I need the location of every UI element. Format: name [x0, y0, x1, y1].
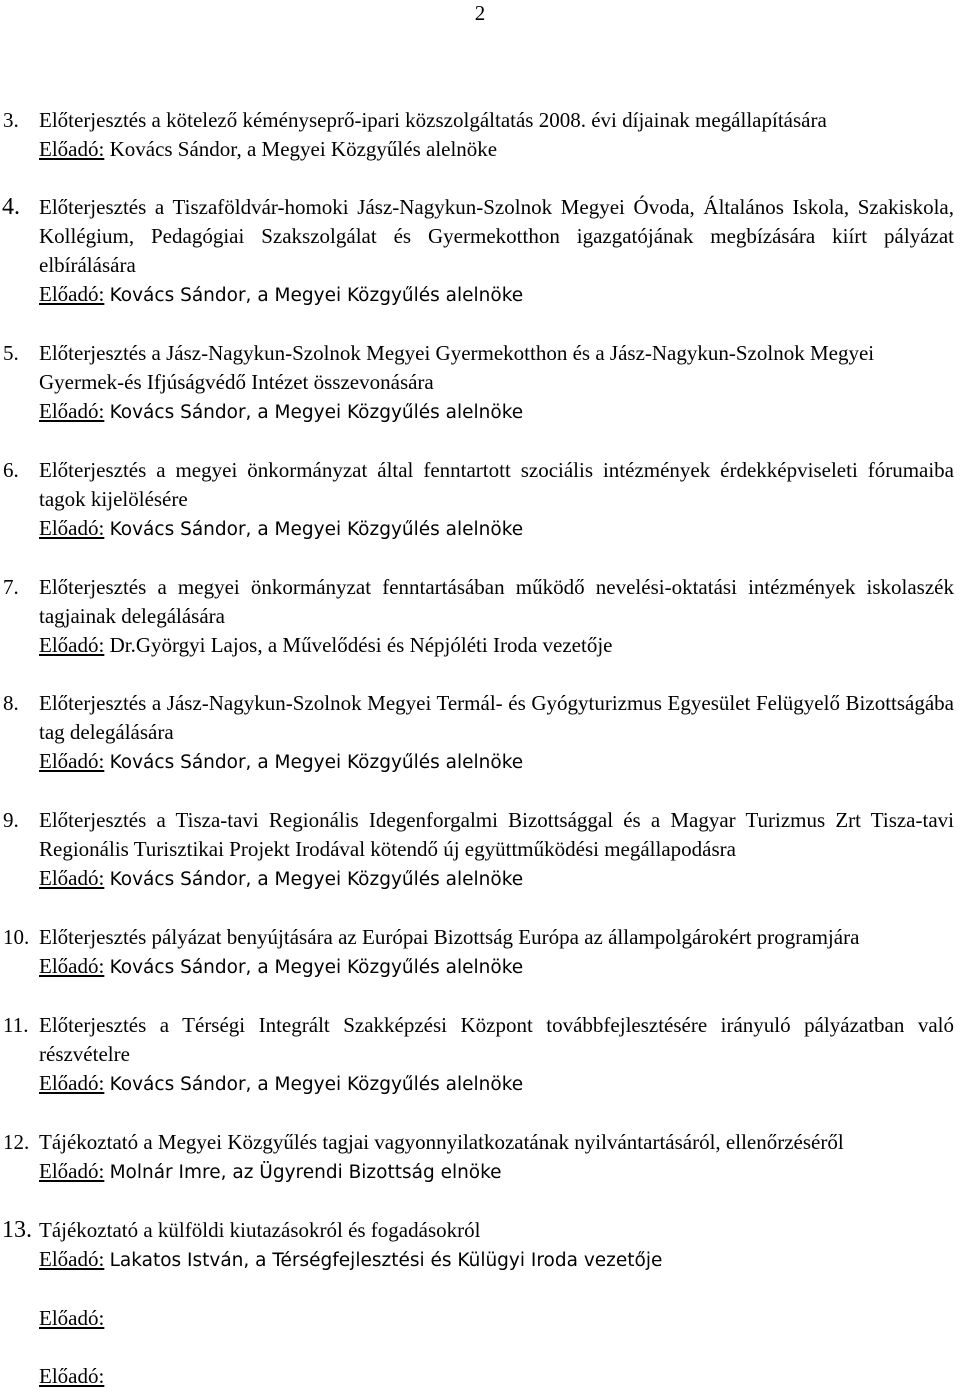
item-title: Előterjesztés a Jász-Nagykun-Szolnok Megyei Gyermekotthon és a Jász-Nagykun-Szolnok Megyei Gyermek-és Ifjúságvédő Intézet összevonására [39, 341, 875, 394]
presenter-label: Előadó: [39, 633, 105, 657]
item-presenter [39, 952, 954, 982]
presenter-name: Molnár Imre, az Ügyrendi Bizottság elnöke [109, 1162, 502, 1183]
agenda-item [0, 1304, 960, 1333]
item-presenter [39, 1157, 954, 1187]
agenda-item [0, 106, 960, 164]
item-number: 3. [3, 108, 19, 132]
presenter-label: Előadó: [39, 399, 105, 423]
item-number: 6. [3, 458, 19, 482]
presenter-label: Előadó: [39, 954, 105, 978]
presenter-name: Kovács Sándor, a Megyei Közgyűlés alelnöke [109, 402, 524, 423]
item-number: 8. [3, 691, 19, 715]
presenter-name: Kovács Sándor, a Megyei Közgyűlés alelnöke [109, 752, 524, 773]
page-number: 2 [474, 1, 486, 25]
presenter-label: Előadó: [39, 749, 105, 773]
agenda-item [0, 456, 960, 544]
item-number: 12. [3, 1130, 30, 1154]
item-title: Előterjesztés a Térségi Integrált Szakképzési Központ továbbfejlesztésére irányuló pályázatban való részvételre [39, 1013, 954, 1066]
item-presenter [39, 747, 954, 777]
item-presenter [39, 280, 954, 310]
presenter-name: Dr.Györgyi Lajos, a Művelődési és Népjóléti Iroda vezetője [109, 633, 613, 657]
agenda-item [0, 689, 960, 777]
item-presenter [39, 397, 954, 427]
item-title: Tájékoztató a külföldi kiutazásokról és fogadásokról [39, 1218, 481, 1242]
presenter-label: Előadó: [39, 1306, 105, 1330]
agenda-item [0, 806, 960, 894]
presenter-name: Lakatos István, a Térségfejlesztési és Külügyi Iroda vezetője [109, 1250, 663, 1271]
item-title: Tájékoztató a Megyei Közgyűlés tagjai vagyonnyilatkozatának nyilvántartásáról, ellenőrzéséről [39, 1130, 844, 1154]
presenter-name: Kovács Sándor, a Megyei Közgyűlés alelnöke [109, 1074, 524, 1095]
item-number: 5. [3, 341, 19, 365]
presenter-label: Előadó: [39, 1247, 105, 1271]
item-presenter [39, 631, 954, 660]
item-title: Előterjesztés a Jász-Nagykun-Szolnok Megyei Termál- és Gyógyturizmus Egyesület Felügyelő Bizottságába tag delegálására [39, 691, 954, 744]
item-number: 4. [2, 194, 20, 220]
item-number: 7. [3, 575, 19, 599]
item-presenter [39, 135, 954, 164]
agenda-item [0, 1216, 960, 1275]
presenter-label: Előadó: [39, 866, 105, 890]
item-title: Előterjesztés a Tisza-tavi Regionális Idegenforgalmi Bizottsággal és a Magyar Turizmus Zrt Tisza-tavi Regionális Turisztikai Projekt Irodával kötendő új együttműködési megállapodásra [39, 808, 954, 861]
presenter-label: Előadó: [39, 1364, 105, 1388]
item-presenter [39, 1362, 954, 1391]
item-title: Előterjesztés a megyei önkormányzat fenntartásában működő nevelési-oktatási intézmények iskolaszék tagjainak delegálására [39, 575, 954, 628]
item-title: Előterjesztés pályázat benyújtására az Európai Bizottság Európa az állampolgárokért programjára [39, 925, 860, 949]
item-title: Előterjesztés a kötelező kéményseprő-ipari közszolgáltatás 2008. évi díjainak megállapítására [39, 108, 827, 132]
agenda-item [0, 193, 960, 310]
agenda-item [0, 339, 960, 427]
presenter-label: Előadó: [39, 1071, 105, 1095]
presenter-name: Kovács Sándor, a Megyei Közgyűlés alelnöke [109, 957, 524, 978]
item-title: Előterjesztés a Tiszaföldvár-homoki Jász-Nagykun-Szolnok Megyei Óvoda, Általános Iskola, Szakiskola, Kollégium, Pedagógiai Szakszolgálat és Gyermekotthon igazgatójának megbízására kiírt pályázat elbírálására [39, 195, 954, 277]
presenter-name: Kovács Sándor, a Megyei Közgyűlés alelnöke [109, 869, 524, 890]
item-presenter [39, 1069, 954, 1099]
presenter-name: Kovács Sándor, a Megyei Közgyűlés alelnöke [109, 137, 498, 161]
item-number: 11. [3, 1013, 29, 1037]
agenda-item [0, 1128, 960, 1187]
presenter-label: Előadó: [39, 282, 105, 306]
item-number: 13. [2, 1217, 32, 1243]
agenda-list [0, 106, 960, 1391]
item-presenter [39, 1304, 954, 1333]
agenda-item [0, 923, 960, 982]
presenter-name: Kovács Sándor, a Megyei Közgyűlés alelnöke [109, 519, 524, 540]
item-number: 10. [3, 925, 30, 949]
item-number: 9. [3, 808, 19, 832]
presenter-label: Előadó: [39, 137, 105, 161]
item-presenter [39, 864, 954, 894]
item-presenter [39, 514, 954, 544]
agenda-item [0, 573, 960, 660]
item-presenter [39, 1245, 954, 1275]
presenter-label: Előadó: [39, 1159, 105, 1183]
item-title: Előterjesztés a megyei önkormányzat által fenntartott szociális intézmények érdekképviseleti fórumaiba tagok kijelölésére [39, 458, 954, 511]
agenda-item [0, 1362, 960, 1391]
agenda-item [0, 1011, 960, 1099]
presenter-name: Kovács Sándor, a Megyei Közgyűlés alelnöke [109, 285, 524, 306]
presenter-label: Előadó: [39, 516, 105, 540]
